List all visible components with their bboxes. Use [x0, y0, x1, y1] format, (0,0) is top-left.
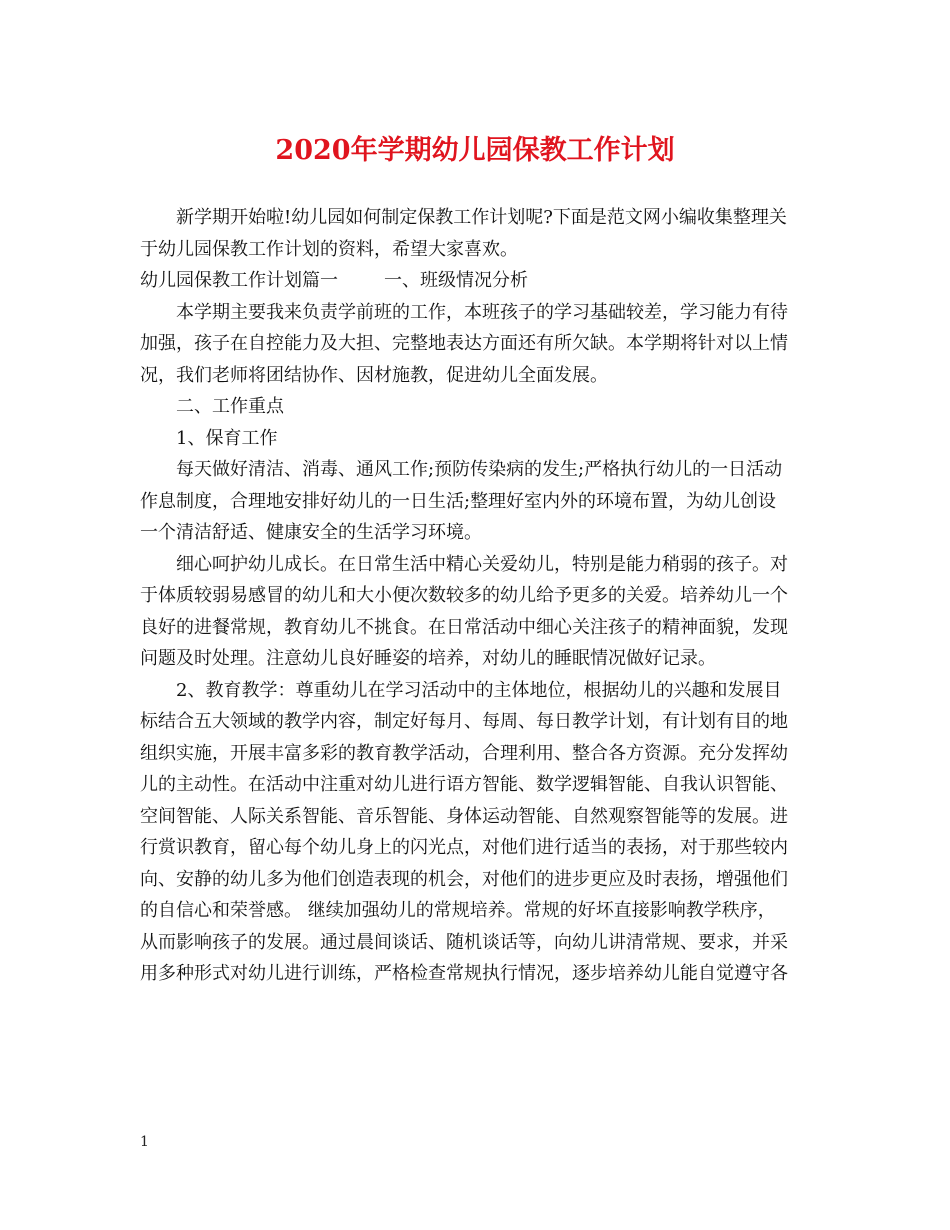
- paragraph-line: 细心呵护幼儿成长。在日常生活中精心关爱幼儿，特别是能力稍弱的孩子。对: [176, 553, 788, 575]
- section-heading-label: 幼儿园保教工作计划篇一: [140, 270, 338, 291]
- paragraph-line: 况，我们老师将团结协作、因材施教，促进幼儿全面发展。: [140, 364, 608, 386]
- paragraph-line: 空间智能、人际关系智能、音乐智能、身体运动智能、自然观察智能等的发展。进: [140, 805, 788, 827]
- document-body: [140, 202, 812, 990]
- document-title: 2020年学期幼儿园保教工作计划: [275, 135, 675, 166]
- paragraph-line: 本学期主要我来负责学前班的工作，本班孩子的学习基础较差，学习能力有待: [176, 301, 788, 323]
- paragraph-line: 二、工作重点: [176, 396, 284, 417]
- page-number: 1: [140, 1134, 149, 1150]
- paragraph-line: 的自信心和荣誉感。 继续加强幼儿的常规培养。常规的好坏直接影响教学秩序，: [140, 900, 776, 921]
- paragraph-line: 行赏识教育，留心每个幼儿身上的闪光点，对他们进行适当的表扬，对于那些较内: [140, 837, 788, 858]
- paragraph-line: 于幼儿园保教工作计划的资料，希望大家喜欢。: [140, 238, 518, 260]
- paragraph-line: 标结合五大领域的教学内容，制定好每月、每周、每日教学计划，有计划有目的地: [140, 711, 788, 732]
- paragraph-line: 从而影响孩子的发展。通过晨间谈话、随机谈话等，向幼儿讲清常规、要求，并采: [140, 931, 788, 953]
- paragraph-line: 组织实施，开展丰富多彩的教育教学活动，合理利用、整合各方资源。充分发挥幼: [140, 742, 788, 764]
- paragraph-line: 问题及时处理。注意幼儿良好睡姿的培养，对幼儿的睡眠情况做好记录。: [140, 648, 716, 669]
- paragraph-line: 新学期开始啦!幼儿园如何制定保教工作计划呢?下面是范文网小编收集整理关: [176, 207, 787, 228]
- paragraph-line: 2、教育教学：尊重幼儿在学习活动中的主体地位，根据幼儿的兴趣和发展目: [176, 679, 782, 701]
- paragraph-line: 用多种形式对幼儿进行训练，严格检查常规执行情况，逐步培养幼儿能自觉遵守各: [140, 963, 788, 984]
- paragraph-line: 1、保育工作: [176, 427, 278, 449]
- paragraph-line: 一个清洁舒适、健康安全的生活学习环境。: [140, 522, 482, 543]
- paragraph-line: 向、安静的幼儿多为他们创造表现的机会，对他们的进步更应及时表扬，增强他们: [140, 868, 788, 890]
- paragraph-line: 良好的进餐常规，教育幼儿不挑食。在日常活动中细心关注孩子的精神面貌，发现: [140, 616, 788, 638]
- paragraph-line: 每天做好清洁、消毒、通风工作;预防传染病的发生;严格执行幼儿的一日活动: [176, 459, 783, 480]
- paragraph-line: 于体质较弱易感冒的幼儿和大小便次数较多的幼儿给予更多的关爱。培养幼儿一个: [140, 585, 788, 606]
- section-heading-label: 一、班级情况分析: [384, 270, 528, 291]
- paragraph-line: 儿的主动性。在活动中注重对幼儿进行语方智能、数学逻辑智能、自我认识智能、: [140, 774, 788, 795]
- paragraph-line: 加强，孩子在自控能力及大担、完整地表达方面还有所欠缺。本学期将针对以上情: [140, 333, 788, 354]
- paragraph-line: [140, 265, 812, 297]
- paragraph-line: 作息制度，合理地安排好幼儿的一日生活;整理好室内外的环境布置，为幼儿创设: [140, 490, 777, 512]
